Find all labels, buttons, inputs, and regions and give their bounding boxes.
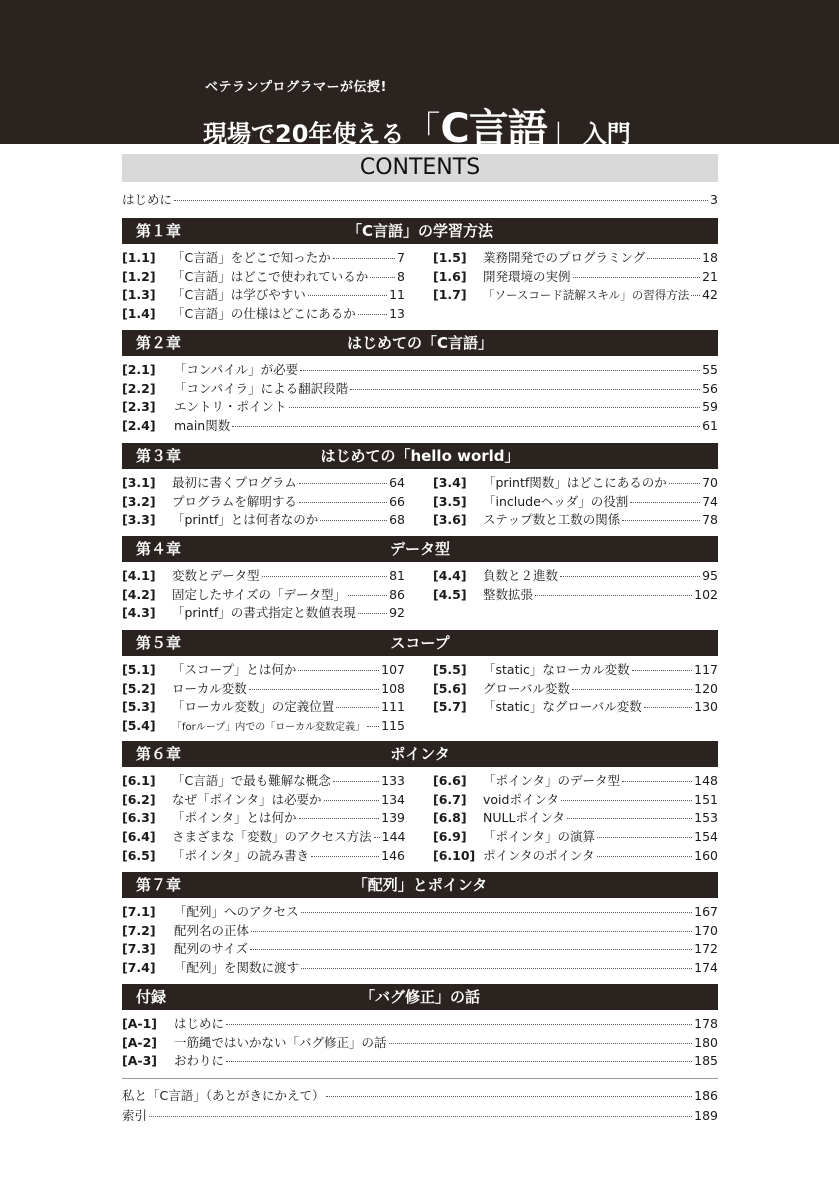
entry-page: 66 — [389, 493, 405, 509]
entry-page: 7 — [397, 250, 405, 265]
entry-title: 開発環境の実例 — [483, 268, 571, 284]
section-number: [6.2] — [122, 791, 156, 807]
toc-entry[interactable] — [122, 810, 405, 826]
entry-page: 64 — [389, 475, 405, 490]
entry-page: 167 — [694, 904, 718, 919]
entry-title: 索引 — [122, 1108, 148, 1123]
toc-entry[interactable] — [122, 923, 718, 939]
dot-leader — [326, 1096, 692, 1097]
dot-leader — [232, 426, 700, 427]
section-number: [6.10] — [433, 847, 476, 863]
entry-title: おわりに — [174, 1053, 225, 1069]
chapter-label: 第７章 — [136, 876, 182, 894]
entry-title: プログラムを解明する — [172, 493, 297, 509]
entry-page: 68 — [389, 512, 405, 528]
dot-leader — [250, 949, 692, 950]
toc-entry[interactable] — [122, 699, 405, 715]
section-number: [2.3] — [122, 399, 156, 415]
dot-leader — [358, 314, 387, 315]
dot-leader — [622, 520, 700, 521]
toc-entry[interactable] — [433, 287, 718, 303]
section-number: [1.2] — [122, 268, 156, 284]
section-number: [1.7] — [433, 287, 467, 303]
toc-entry[interactable] — [122, 662, 405, 678]
toc-entry[interactable] — [122, 904, 718, 920]
dot-leader — [358, 613, 387, 614]
chapter-label: 第６章 — [136, 745, 182, 763]
entry-page: 133 — [381, 773, 405, 788]
section-number: [5.5] — [433, 662, 467, 677]
toc-entry[interactable] — [122, 605, 405, 621]
entry-page: 146 — [381, 847, 405, 863]
entry-page: 78 — [702, 512, 718, 528]
entry-title: さまざまな「変数」のアクセス方法 — [172, 829, 372, 845]
entry-page: 170 — [694, 922, 718, 938]
entry-page: 56 — [702, 380, 718, 396]
chapter-title: はじめての「C言語」 — [346, 334, 493, 352]
entry-title: エントリ・ポイント — [174, 399, 287, 415]
entry-title: はじめに — [174, 1016, 225, 1031]
title-post: 入門 — [582, 120, 631, 148]
section-number: [A-1] — [122, 1016, 157, 1031]
section-number: [4.4] — [433, 568, 467, 583]
toc-entry[interactable] — [122, 568, 405, 584]
toc-entry[interactable] — [122, 941, 718, 957]
section-number: [1.3] — [122, 287, 156, 303]
chapter-header[interactable] — [122, 536, 718, 562]
toc-entry[interactable] — [122, 494, 405, 510]
entry-page: 153 — [694, 810, 718, 826]
chapter-title: 「バグ修正」の話 — [359, 988, 480, 1006]
chapter-label: 付録 — [136, 988, 167, 1006]
title-pre: 現場で — [203, 120, 275, 148]
entry-title: 「C言語」をどこで知ったか — [172, 250, 331, 265]
entry-page: 55 — [702, 362, 718, 377]
section-number: [5.2] — [122, 680, 156, 696]
toc-entry[interactable] — [122, 960, 718, 976]
title-bracket-close: 」 — [546, 110, 583, 151]
toc-entry-index[interactable] — [122, 1108, 718, 1124]
toc-entry[interactable] — [122, 269, 405, 285]
section-number: [5.1] — [122, 662, 156, 677]
entry-title: 「コンパイラ」による翻訳段階 — [174, 380, 349, 396]
entry-page: 130 — [694, 699, 718, 715]
title-banner — [0, 0, 839, 152]
entry-page: 81 — [389, 568, 405, 583]
section-number: [3.1] — [122, 475, 156, 490]
entry-page: 160 — [694, 847, 718, 863]
entry-title: main関数 — [174, 418, 231, 434]
entry-title: 配列のサイズ — [174, 941, 249, 957]
section-number: [5.6] — [433, 680, 467, 696]
entry-page: 139 — [381, 810, 405, 826]
entry-page: 111 — [381, 699, 405, 715]
entry-page: 189 — [694, 1108, 718, 1123]
entry-title: 整数拡張 — [483, 586, 534, 602]
toc-entry[interactable] — [122, 287, 405, 303]
section-number: [6.6] — [433, 773, 467, 788]
chapter-label: 第１章 — [136, 222, 182, 240]
dot-leader — [333, 781, 379, 782]
entry-title: 「includeヘッダ」の役割 — [483, 493, 629, 509]
title-mid: 使える — [332, 120, 405, 148]
entry-title: 「ポインタ」とは何か — [172, 810, 297, 826]
entry-title: ポインタのポインタ — [483, 847, 595, 863]
section-number: [6.4] — [122, 829, 156, 845]
entry-page: 92 — [389, 605, 405, 621]
section-number: [7.2] — [122, 922, 156, 938]
entry-title: 「ポインタ」の演算 — [483, 829, 596, 845]
section-number: [2.2] — [122, 380, 156, 396]
dot-leader — [308, 295, 387, 296]
section-number: [3.3] — [122, 512, 156, 528]
entry-title: 業務開発でのプログラミング — [483, 250, 646, 265]
chapter-label: 第５章 — [136, 634, 182, 652]
dot-leader — [350, 389, 700, 390]
section-number: [6.5] — [122, 847, 156, 863]
entry-page: 102 — [694, 586, 718, 602]
toc-entry[interactable] — [122, 681, 405, 697]
entry-title: 「ポインタ」のデータ型 — [483, 773, 621, 788]
entry-title: 「ローカル変数」の定義位置 — [172, 699, 335, 715]
entry-page: 61 — [702, 418, 718, 434]
toc-entry[interactable] — [122, 250, 405, 266]
toc-entry[interactable] — [122, 475, 405, 491]
chapter-header[interactable] — [122, 443, 718, 469]
section-number: [1.4] — [122, 306, 156, 322]
dot-leader — [336, 707, 379, 708]
entry-title: ローカル変数 — [172, 680, 247, 696]
dot-leader — [299, 483, 387, 484]
entry-title: 変数とデータ型 — [172, 568, 260, 583]
chapter-label: 第３章 — [136, 447, 182, 465]
entry-title: 「ソースコード読解スキル」の習得方法 — [483, 288, 690, 303]
toc-entry[interactable] — [433, 494, 718, 510]
toc-entry[interactable] — [122, 1035, 718, 1051]
entry-page: 70 — [702, 475, 718, 490]
dot-leader — [535, 595, 692, 596]
toc-entry[interactable] — [122, 718, 405, 736]
dot-leader — [251, 931, 692, 932]
chapter-title: 「C言語」の学習方法 — [346, 222, 493, 240]
toc-entry[interactable] — [433, 568, 718, 584]
chapter-label: 第４章 — [136, 540, 182, 558]
dot-leader — [669, 483, 700, 484]
entry-page: 178 — [694, 1016, 718, 1031]
toc-entry[interactable] — [122, 773, 405, 789]
dot-leader — [301, 968, 692, 969]
section-number: [3.4] — [433, 475, 467, 490]
toc-entry-intro[interactable] — [122, 192, 718, 208]
entry-title: 「C言語」はどこで使われているか — [172, 268, 369, 284]
toc-entry[interactable] — [122, 792, 405, 808]
entry-title: グローバル変数 — [483, 680, 570, 696]
dot-leader — [572, 689, 692, 690]
toc-entry[interactable] — [433, 269, 718, 285]
entry-page: 13 — [389, 306, 405, 322]
entry-title: 「C言語」で最も難解な概念 — [172, 773, 331, 788]
entry-page: 117 — [694, 662, 718, 677]
entry-title: 「printf」とは何者なのか — [172, 512, 319, 528]
entry-title: 「C言語」は学びやすい — [172, 287, 306, 303]
dot-leader — [644, 707, 692, 708]
chapter-header[interactable] — [122, 218, 718, 244]
toc-entry[interactable] — [122, 1016, 718, 1032]
entry-title: 「static」なローカル変数 — [483, 662, 630, 677]
entry-title: ステップ数と工数の関係 — [483, 512, 621, 528]
toc-entry[interactable] — [433, 250, 718, 266]
toc-entry[interactable] — [433, 587, 718, 603]
dot-leader — [311, 856, 379, 857]
section-number: [5.4] — [122, 718, 156, 734]
entry-page: 172 — [694, 941, 718, 957]
entry-page: 186 — [694, 1088, 718, 1103]
section-number: [6.1] — [122, 773, 156, 788]
toc-entry[interactable] — [122, 848, 405, 864]
entry-page: 21 — [702, 268, 718, 284]
dot-leader — [262, 576, 388, 577]
dot-leader — [370, 277, 395, 278]
entry-page: 185 — [694, 1053, 718, 1069]
toc-entry[interactable] — [122, 399, 718, 415]
section-number: [1.5] — [433, 250, 467, 265]
section-number: [4.1] — [122, 568, 156, 583]
dot-leader — [298, 670, 379, 671]
toc-entry[interactable] — [122, 362, 718, 378]
entry-page: 120 — [694, 680, 718, 696]
entry-page: 8 — [397, 268, 405, 284]
chapter-header[interactable] — [122, 741, 718, 767]
section-number: [1.6] — [433, 268, 467, 284]
entry-page: 144 — [381, 829, 406, 845]
entry-title: 私と「C言語」（あとがきにかえて） — [122, 1088, 325, 1103]
toc-entry[interactable] — [122, 418, 718, 434]
section-number: [2.4] — [122, 418, 156, 434]
entry-title: なぜ「ポインタ」は必要か — [172, 791, 322, 807]
toc-entry[interactable] — [122, 512, 405, 528]
entry-page: 42 — [702, 287, 718, 303]
toc-entry[interactable] — [433, 829, 718, 845]
section-number: [6.9] — [433, 829, 467, 845]
entry-page: 74 — [702, 493, 718, 509]
dot-leader — [691, 295, 700, 296]
title-years: 20年 — [275, 120, 333, 148]
dot-leader — [320, 520, 387, 521]
entry-title: 「static」なグローバル変数 — [483, 699, 642, 715]
entry-title: 「C言語」の仕様はどこにあるか — [172, 306, 356, 322]
section-number: [A-3] — [122, 1053, 157, 1069]
dot-leader — [299, 818, 380, 819]
chapter-header[interactable] — [122, 872, 718, 898]
entry-page: 86 — [389, 586, 405, 602]
dot-leader — [301, 912, 693, 913]
banner-subtitle: ベテランプログラマーが伝授! — [205, 80, 387, 95]
section-number: [3.5] — [433, 493, 467, 509]
section-number: [5.7] — [433, 699, 467, 715]
chapter-header[interactable] — [122, 630, 718, 656]
toc-entry[interactable] — [433, 848, 718, 864]
dot-leader — [300, 370, 700, 371]
section-number: [3.2] — [122, 493, 156, 509]
toc-entry[interactable] — [433, 773, 718, 789]
dot-leader — [226, 1061, 692, 1062]
entry-page: 108 — [381, 680, 405, 696]
chapter-title: ポインタ — [390, 745, 450, 763]
section-number: [7.3] — [122, 941, 156, 957]
dot-leader — [367, 726, 379, 727]
section-number: [6.8] — [433, 810, 467, 826]
toc-entry[interactable] — [122, 381, 718, 397]
dot-leader — [567, 818, 692, 819]
dot-leader — [632, 670, 693, 671]
entry-title: 「配列」へのアクセス — [174, 904, 299, 919]
section-number: [7.4] — [122, 960, 156, 976]
entry-page: 95 — [702, 568, 718, 583]
toc-entry[interactable] — [122, 829, 405, 845]
entry-page: 134 — [381, 791, 405, 807]
section-number: [A-2] — [122, 1034, 157, 1050]
dot-leader — [647, 258, 700, 259]
entry-page: 18 — [702, 250, 718, 265]
chapter-header[interactable] — [122, 330, 718, 356]
entry-title: 固定したサイズの「データ型」 — [172, 586, 347, 602]
entry-page: 59 — [702, 399, 718, 415]
chapter-title: 「配列」とポインタ — [352, 876, 488, 894]
dot-leader — [560, 576, 700, 577]
book-title — [203, 97, 631, 154]
dot-leader — [630, 502, 700, 503]
dot-leader — [374, 837, 380, 838]
entry-title: NULLポインタ — [483, 810, 565, 826]
section-number: [2.1] — [122, 362, 156, 377]
entry-page: 148 — [694, 773, 718, 788]
chapter-label: 第２章 — [136, 334, 182, 352]
chapter-title: はじめての「hello world」 — [320, 447, 520, 465]
section-number: [4.2] — [122, 586, 156, 602]
section-number: [5.3] — [122, 699, 156, 715]
title-c-language: C言語 — [440, 106, 547, 152]
dot-leader — [561, 800, 692, 801]
dot-leader — [333, 258, 395, 259]
dot-leader — [299, 502, 387, 503]
entry-page: 154 — [694, 829, 718, 845]
entry-page: 174 — [694, 960, 718, 976]
toc-entry[interactable] — [433, 662, 718, 678]
entry-title: 「ポインタ」の読み書き — [172, 847, 310, 863]
chapter-title: データ型 — [389, 540, 450, 558]
dot-leader — [597, 856, 693, 857]
toc-entry[interactable] — [433, 681, 718, 697]
toc-entry[interactable] — [122, 587, 405, 603]
entry-title: 一筋縄ではいかない「バグ修正」の話 — [174, 1034, 387, 1050]
entry-title: 「コンパイル」が必要 — [174, 362, 299, 377]
contents-heading: CONTENTS — [122, 154, 718, 182]
toc-entry[interactable] — [433, 512, 718, 528]
toc-entry[interactable] — [433, 792, 718, 808]
dot-leader — [622, 781, 692, 782]
dot-leader — [226, 1024, 692, 1025]
divider — [122, 1078, 718, 1079]
dot-leader — [348, 595, 387, 596]
entry-page: 180 — [694, 1034, 718, 1050]
dot-leader — [174, 200, 708, 201]
dot-leader — [289, 407, 701, 408]
dot-leader — [249, 689, 379, 690]
entry-title: 最初に書くプログラム — [172, 475, 297, 490]
entry-title: 「配列」を関数に渡す — [174, 960, 300, 976]
section-number: [6.3] — [122, 810, 156, 826]
entry-title: 「forループ」内での「ローカル変数定義」 — [172, 722, 366, 734]
toc-entry[interactable] — [433, 699, 718, 715]
entry-page: 11 — [389, 287, 405, 303]
toc-entry[interactable] — [122, 306, 405, 322]
toc-entry[interactable] — [122, 1053, 718, 1069]
chapter-header[interactable] — [122, 984, 718, 1010]
dot-leader — [149, 1116, 692, 1117]
section-number: [7.1] — [122, 904, 156, 919]
section-number: [4.3] — [122, 605, 156, 621]
toc-entry-afterword[interactable] — [122, 1088, 718, 1104]
entry-title: 「printf関数」はどこにあるのか — [483, 475, 667, 490]
section-number: [3.6] — [433, 512, 467, 528]
entry-title: 「printf」の書式指定と数値表現 — [172, 605, 356, 621]
entry-title: はじめに — [122, 192, 173, 207]
section-number: [4.5] — [433, 586, 467, 602]
dot-leader — [389, 1043, 693, 1044]
toc-entry[interactable] — [433, 475, 718, 491]
entry-title: 「スコープ」とは何か — [172, 662, 297, 677]
dot-leader — [597, 837, 692, 838]
section-number: [6.7] — [433, 791, 467, 807]
entry-page: 3 — [710, 192, 718, 207]
section-number: [1.1] — [122, 250, 156, 265]
dot-leader — [324, 800, 380, 801]
chapter-title: スコープ — [390, 634, 450, 652]
entry-page: 115 — [381, 718, 405, 734]
title-bracket-open: 「 — [404, 110, 441, 151]
entry-page: 107 — [381, 662, 405, 677]
entry-title: 配列名の正体 — [174, 922, 250, 938]
toc-entry[interactable] — [433, 810, 718, 826]
dot-leader — [573, 277, 701, 278]
entry-page: 151 — [694, 791, 718, 807]
entry-title: 負数と２進数 — [483, 568, 559, 583]
entry-title: voidポインタ — [483, 791, 559, 807]
